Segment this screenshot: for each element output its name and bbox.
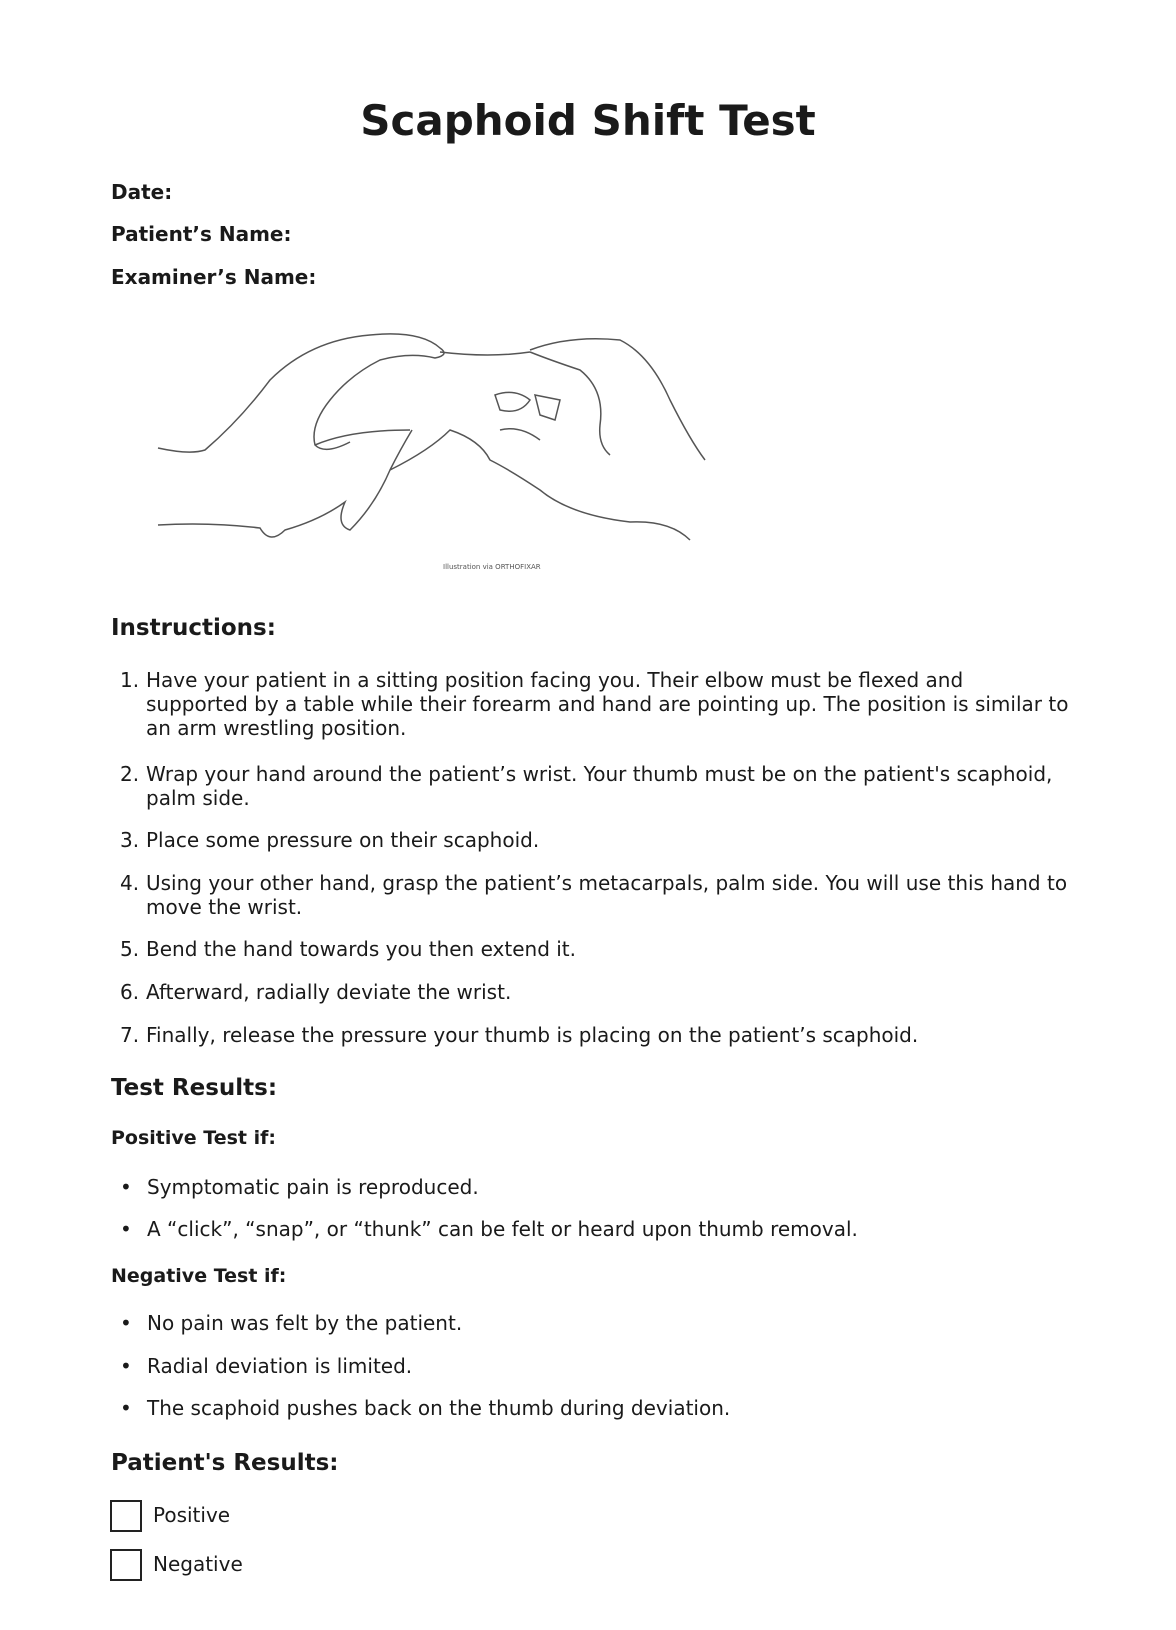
instructions-heading: Instructions: (111, 615, 276, 641)
positive-checkbox-label: Positive (153, 1503, 231, 1527)
test-results-heading: Test Results: (111, 1075, 278, 1101)
negative-criterion: • The scaphoid pushes back on the thumb during deviation. (120, 1396, 731, 1420)
patient-name-label: Patient’s Name: (111, 222, 292, 246)
instruction-item: 7. Finally, release the pressure your thumb is placing on the patient’s scaphoid. (120, 1023, 919, 1047)
patient-results-heading: Patient's Results: (111, 1450, 339, 1476)
hands-illustration (150, 330, 740, 570)
date-label: Date: (111, 180, 173, 204)
illustration-credit: Illustration via ORTHOFIXAR (443, 563, 541, 571)
page-title: Scaphoid Shift Test (360, 96, 816, 145)
negative-checkbox[interactable] (110, 1549, 142, 1581)
negative-criterion: • Radial deviation is limited. (120, 1354, 413, 1378)
instruction-item: 6. Afterward, radially deviate the wrist. (120, 980, 512, 1004)
negative-test-heading: Negative Test if: (111, 1265, 287, 1287)
positive-checkbox[interactable] (110, 1500, 142, 1532)
examiner-name-label: Examiner’s Name: (111, 265, 317, 289)
instruction-item: 4. Using your other hand, grasp the patient’s metacarpals, palm side. You will use this hand to move the wrist. (120, 871, 1068, 919)
negative-criterion: • No pain was felt by the patient. (120, 1311, 463, 1335)
positive-criterion: • Symptomatic pain is reproduced. (120, 1175, 479, 1199)
instruction-item: 3. Place some pressure on their scaphoid. (120, 828, 540, 852)
instruction-item: 5. Bend the hand towards you then extend it. (120, 937, 577, 961)
positive-test-heading: Positive Test if: (111, 1127, 276, 1149)
negative-checkbox-label: Negative (153, 1552, 243, 1576)
positive-criterion: • A “click”, “snap”, or “thunk” can be felt or heard upon thumb removal. (120, 1217, 858, 1241)
instruction-item: 1. Have your patient in a sitting position facing you. Their elbow must be flexed and supported by a table while their forearm and hand are pointing up. The position is similar to an arm wrestling position. (120, 668, 1069, 740)
instruction-item: 2. Wrap your hand around the patient’s wrist. Your thumb must be on the patient's scaphoid, palm side. (120, 762, 1053, 810)
